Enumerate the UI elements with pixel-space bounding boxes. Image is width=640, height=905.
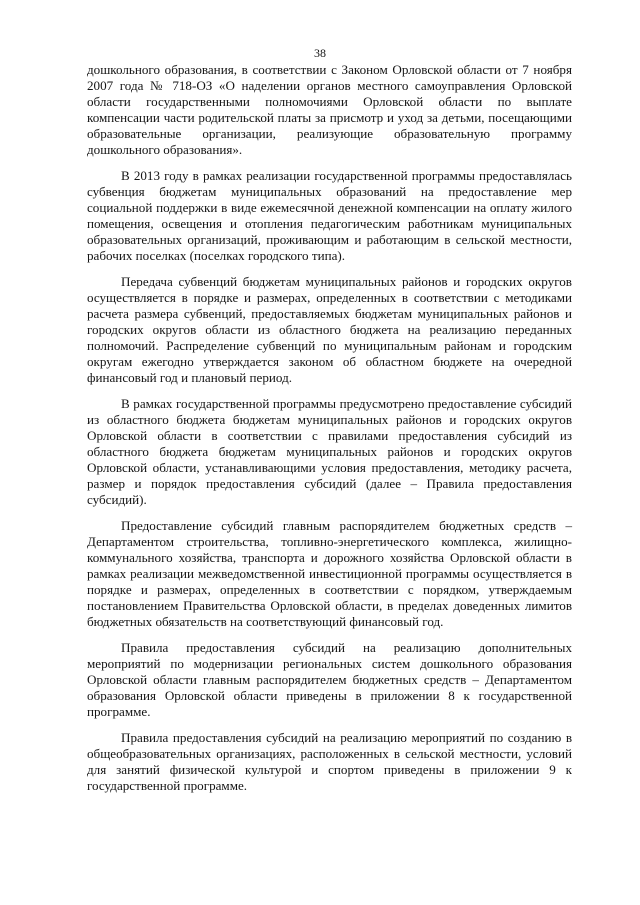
document-body — [87, 62, 572, 804]
page-number: 38 — [314, 46, 326, 60]
paragraph-5: Предоставление субсидий главным распорядителем бюджетных средств – Департаментом строительства, топливно-энергетического комплекса, жилищно-коммунального хозяйства, транспорта и дорожного хозяйства Орловской области в рамках реализации межведомственной инвестиционной программы осуществляется в порядке и размерах, определенных в соответствии с порядком, утверждаемым постановлением Правительства Орловской области, в пределах доведенных лимитов бюджетных обязательств на соответствующий финансовый год. — [87, 518, 572, 629]
paragraph-3: Передача субвенций бюджетам муниципальных районов и городских округов осуществляется в порядке и размерах, определенных в соответствии с методиками расчета размера субвенций, предоставляемых бюджетам муниципальных районов и городских округов области из областного бюджета на реализацию переданных полномочий. Распределение субвенций по муниципальным районам и городским округам ежегодно утверждается законом об областном бюджете на очередной финансовый год и плановый период. — [87, 274, 572, 385]
paragraph-1: дошкольного образования, в соответствии с Законом Орловской области от 7 ноября 2007 года № 718-ОЗ «О наделении органов местного самоуправления Орловской области государственными полномочиями Орловской области по выплате компенсации части родительской платы за присмотр и уход за детьми, посещающими образовательные организации, реализующие образовательную программу дошкольного образования». — [87, 62, 572, 157]
paragraph-7: Правила предоставления субсидий на реализацию мероприятий по созданию в общеобразовательных организациях, расположенных в сельской местности, условий для занятий физической культурой и спортом приведены в приложении 9 к государственной программе. — [87, 730, 572, 793]
paragraph-6: Правила предоставления субсидий на реализацию дополнительных мероприятий по модернизации региональных систем дошкольного образования Орловской области главным распорядителем бюджетных средств – Департаментом образования Орловской области приведены в приложении 8 к государственной программе. — [87, 640, 572, 719]
paragraph-4: В рамках государственной программы предусмотрено предоставление субсидий из областного бюджета бюджетам муниципальных районов и городских округов Орловской области в соответствии с правилами предоставления субсидий из областного бюджета бюджетам муниципальных районов и городских округов Орловской области, устанавливающими условия предоставления, методику расчета, размер и порядок предоставления субсидий (далее – Правила предоставления субсидий). — [87, 396, 572, 507]
paragraph-2: В 2013 году в рамках реализации государственной программы предоставлялась субвенция бюджетам муниципальных образований на предоставление мер социальной поддержки в виде ежемесячной денежной компенсации на оплату жилого помещения, освещения и отопления педагогическим работникам муниципальных образовательных организаций, проживающим и работающим в сельской местности, рабочих поселках (поселках городского типа). — [87, 168, 572, 263]
